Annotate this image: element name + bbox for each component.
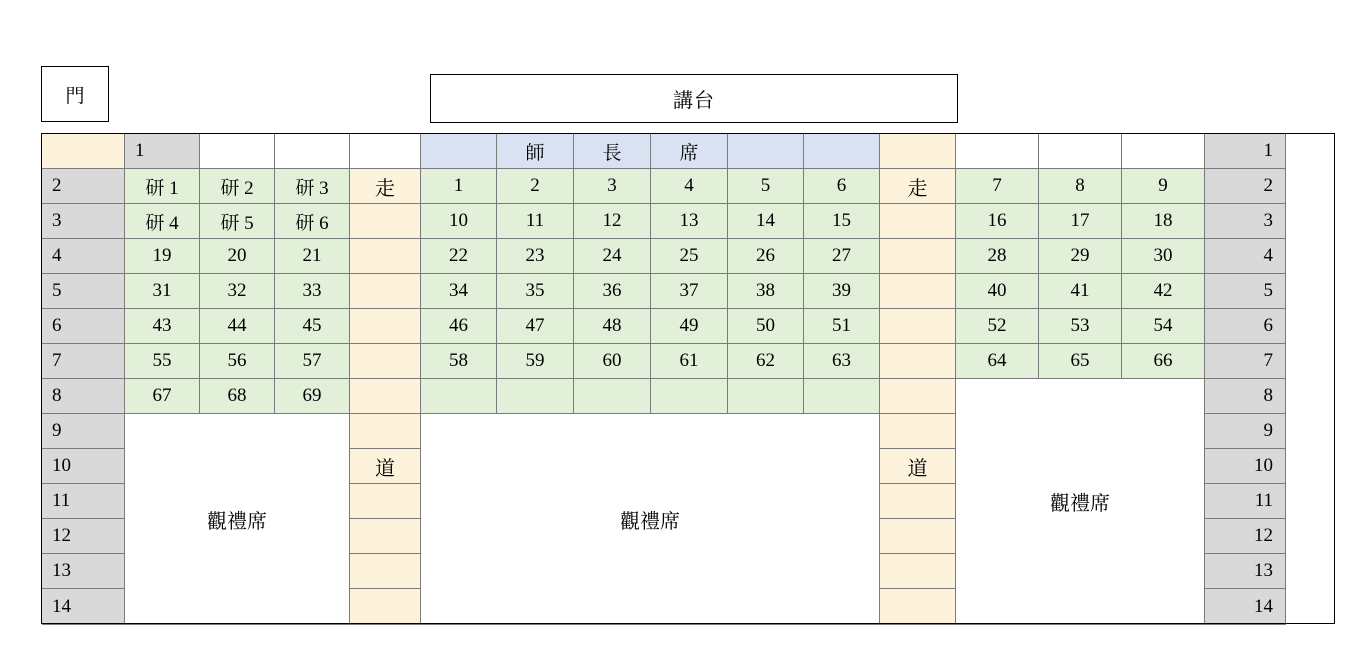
aisle-right	[880, 414, 956, 449]
seat-center[interactable]: 22	[421, 239, 497, 274]
seat-center[interactable]: 63	[804, 344, 880, 379]
seat-left[interactable]: 研 3	[275, 169, 350, 204]
seat-center[interactable]: 5	[728, 169, 804, 204]
seat-left[interactable]: 33	[275, 274, 350, 309]
row-number-left: 13	[42, 554, 125, 589]
row-number-right: 9	[1205, 414, 1286, 449]
row-number-left: 5	[42, 274, 125, 309]
seat-center[interactable]: 34	[421, 274, 497, 309]
row-number-left: 9	[42, 414, 125, 449]
seat-center[interactable]: 11	[497, 204, 574, 239]
row-number-right: 10	[1205, 449, 1286, 484]
aisle-left	[350, 519, 421, 554]
row-number-left: 6	[42, 309, 125, 344]
aisle-left	[350, 379, 421, 414]
seat-center[interactable]: 47	[497, 309, 574, 344]
seat-left[interactable]: 21	[275, 239, 350, 274]
aisle-right	[880, 554, 956, 589]
seat-center[interactable]: 2	[497, 169, 574, 204]
seat-center[interactable]: 49	[651, 309, 728, 344]
podium-label: 講台	[673, 90, 715, 112]
door-label: 門	[65, 85, 85, 107]
seat-left[interactable]: 67	[125, 379, 200, 414]
seat-right[interactable]: 52	[956, 309, 1039, 344]
aisle-left	[350, 484, 421, 519]
aisle-left	[350, 204, 421, 239]
row-number-right: 3	[1205, 204, 1286, 239]
aisle-right	[880, 344, 956, 379]
seat-center[interactable]	[804, 134, 880, 169]
seat-center[interactable]: 1	[421, 169, 497, 204]
seat-right[interactable]: 28	[956, 239, 1039, 274]
seat-center[interactable]	[574, 379, 651, 414]
seat-center[interactable]: 46	[421, 309, 497, 344]
seat-center[interactable]: 35	[497, 274, 574, 309]
row-number-right: 4	[1205, 239, 1286, 274]
seat-right[interactable]: 64	[956, 344, 1039, 379]
seat-left[interactable]	[350, 134, 421, 169]
seat-left[interactable]: 研 2	[200, 169, 275, 204]
seat-left[interactable]	[200, 134, 275, 169]
seat-center[interactable]: 37	[651, 274, 728, 309]
seat-right[interactable]: 29	[1039, 239, 1122, 274]
aisle-left	[350, 274, 421, 309]
seat-center[interactable]: 13	[651, 204, 728, 239]
guest-area-left: 觀禮席	[125, 414, 350, 625]
seat-right[interactable]: 41	[1039, 274, 1122, 309]
seat-center[interactable]	[421, 134, 497, 169]
seat-center[interactable]: 59	[497, 344, 574, 379]
aisle-left	[350, 344, 421, 379]
seat-right[interactable]	[956, 134, 1039, 169]
seat-left[interactable]: 45	[275, 309, 350, 344]
seat-left[interactable]: 44	[200, 309, 275, 344]
row-number-left: 7	[42, 344, 125, 379]
aisle-right	[880, 239, 956, 274]
seat-center[interactable]: 26	[728, 239, 804, 274]
row-number-left: 2	[42, 169, 125, 204]
row-number-right: 11	[1205, 484, 1286, 519]
seat-right[interactable]	[1122, 134, 1205, 169]
seat-center[interactable]: 61	[651, 344, 728, 379]
seat-left[interactable]: 研 1	[125, 169, 200, 204]
aisle-right	[880, 519, 956, 554]
seat-left[interactable]: 55	[125, 344, 200, 379]
row-number-right: 14	[1205, 589, 1286, 625]
seat-center[interactable]: 25	[651, 239, 728, 274]
seat-center[interactable]	[651, 379, 728, 414]
seat-right[interactable]: 7	[956, 169, 1039, 204]
aisle-left	[350, 589, 421, 625]
seat-center[interactable]	[497, 379, 574, 414]
seat-right[interactable]: 30	[1122, 239, 1205, 274]
seat-right[interactable]: 40	[956, 274, 1039, 309]
row-number-left: 11	[42, 484, 125, 519]
seat-center[interactable]: 15	[804, 204, 880, 239]
podium-box	[430, 74, 958, 123]
guest-area-right: 觀禮席	[956, 379, 1205, 625]
seat-center[interactable]: 6	[804, 169, 880, 204]
aisle-left	[350, 414, 421, 449]
row-number-left: 14	[42, 589, 125, 625]
seat-left[interactable]: 研 5	[200, 204, 275, 239]
seat-center[interactable]: 58	[421, 344, 497, 379]
seat-right[interactable]: 54	[1122, 309, 1205, 344]
row-number-right: 7	[1205, 344, 1286, 379]
seat-left[interactable]: 32	[200, 274, 275, 309]
seat-left[interactable]: 69	[275, 379, 350, 414]
aisle-left-label-zou: 走	[350, 169, 421, 204]
seat-left[interactable]: 研 4	[125, 204, 200, 239]
seat-left[interactable]: 57	[275, 344, 350, 379]
row-number-right: 6	[1205, 309, 1286, 344]
door-box	[41, 66, 109, 122]
seat-right[interactable]: 17	[1039, 204, 1122, 239]
row-number-left: 12	[42, 519, 125, 554]
guest-area-center: 觀禮席	[421, 414, 880, 625]
seat-left[interactable]: 56	[200, 344, 275, 379]
seat-center[interactable]: 長	[574, 134, 651, 169]
aisle-right	[880, 589, 956, 625]
row-number-right: 12	[1205, 519, 1286, 554]
row-number-right: 8	[1205, 379, 1286, 414]
seat-center[interactable]: 51	[804, 309, 880, 344]
aisle-right	[880, 379, 956, 414]
seat-left[interactable]: 20	[200, 239, 275, 274]
seat-center[interactable]: 48	[574, 309, 651, 344]
seat-center[interactable]: 24	[574, 239, 651, 274]
seat-center[interactable]	[728, 379, 804, 414]
seat-left[interactable]	[275, 134, 350, 169]
seat-center[interactable]	[421, 379, 497, 414]
seat-left[interactable]: 研 6	[275, 204, 350, 239]
seat-center[interactable]: 60	[574, 344, 651, 379]
seat-right[interactable]	[1039, 134, 1122, 169]
seat-center[interactable]: 38	[728, 274, 804, 309]
aisle-right	[880, 309, 956, 344]
aisle-left	[350, 309, 421, 344]
seat-center[interactable]: 62	[728, 344, 804, 379]
aisle-right-label-dao: 道	[880, 449, 956, 484]
seat-center[interactable]: 14	[728, 204, 804, 239]
row-number-left: 1	[125, 134, 200, 169]
seat-left[interactable]: 19	[125, 239, 200, 274]
seat-right[interactable]: 65	[1039, 344, 1122, 379]
aisle-right	[880, 484, 956, 519]
seat-center[interactable]: 50	[728, 309, 804, 344]
seat-right[interactable]: 16	[956, 204, 1039, 239]
seat-center[interactable]: 4	[651, 169, 728, 204]
seat-center[interactable]: 39	[804, 274, 880, 309]
aisle-right	[880, 204, 956, 239]
aisle-left	[42, 134, 125, 169]
row-number-left: 10	[42, 449, 125, 484]
seat-center[interactable]: 36	[574, 274, 651, 309]
seat-center[interactable]	[804, 379, 880, 414]
aisle-left	[350, 554, 421, 589]
seat-left[interactable]: 43	[125, 309, 200, 344]
seat-center[interactable]	[728, 134, 804, 169]
seat-center[interactable]: 師	[497, 134, 574, 169]
seat-grid	[41, 133, 1335, 624]
seat-center[interactable]: 12	[574, 204, 651, 239]
seat-right[interactable]: 42	[1122, 274, 1205, 309]
seat-center[interactable]: 23	[497, 239, 574, 274]
seat-center[interactable]: 10	[421, 204, 497, 239]
aisle-left	[350, 239, 421, 274]
seat-left[interactable]: 68	[200, 379, 275, 414]
seat-right[interactable]: 53	[1039, 309, 1122, 344]
seat-center[interactable]: 27	[804, 239, 880, 274]
row-number-right: 2	[1205, 169, 1286, 204]
seat-right[interactable]: 9	[1122, 169, 1205, 204]
seat-right[interactable]: 8	[1039, 169, 1122, 204]
row-number-right: 5	[1205, 274, 1286, 309]
seat-center[interactable]: 席	[651, 134, 728, 169]
row-number-left: 8	[42, 379, 125, 414]
seat-right[interactable]: 18	[1122, 204, 1205, 239]
aisle-right	[880, 274, 956, 309]
seat-left[interactable]: 31	[125, 274, 200, 309]
row-number-left: 4	[42, 239, 125, 274]
row-number-right: 1	[1205, 134, 1286, 169]
row-number-left: 3	[42, 204, 125, 239]
seat-right[interactable]: 66	[1122, 344, 1205, 379]
seat-center[interactable]: 3	[574, 169, 651, 204]
aisle-right	[880, 134, 956, 169]
row-number-right: 13	[1205, 554, 1286, 589]
aisle-right-label-zou: 走	[880, 169, 956, 204]
aisle-left-label-dao: 道	[350, 449, 421, 484]
